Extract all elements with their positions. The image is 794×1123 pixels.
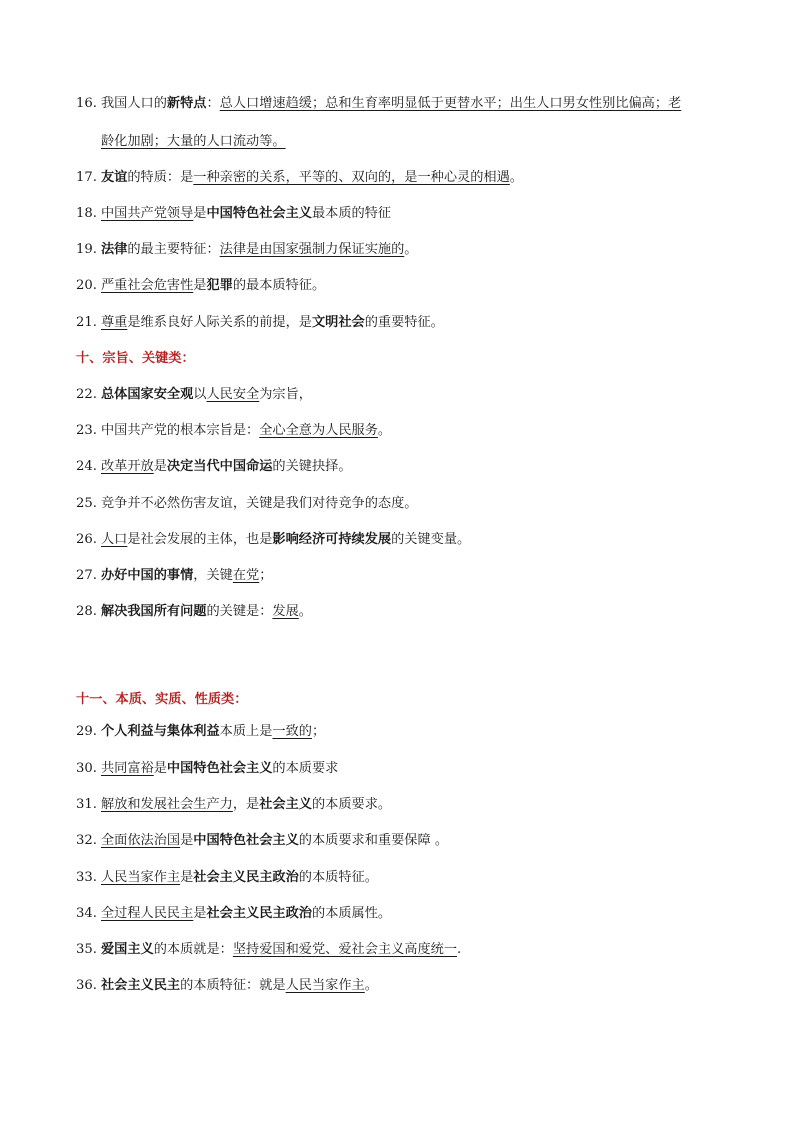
bold-text: 法律	[100, 242, 128, 257]
list-item	[76, 457, 352, 477]
item-text: 。	[364, 978, 378, 993]
item-text: 是	[180, 870, 194, 885]
underlined-text: 总人口增速趋缓；总和生育率明显低于更替水平；出生人口男女性别比偏高；老	[219, 96, 682, 111]
list-item	[76, 94, 681, 114]
item-text: 以	[193, 387, 207, 402]
item-text: ：	[206, 96, 220, 111]
underlined-text: 人民当家作主	[100, 870, 181, 885]
item-text: 的本质要求和重要保障 。	[298, 833, 449, 848]
list-item	[76, 494, 417, 514]
item-text: 的本质特征：就是	[180, 978, 286, 993]
item-text: 本质上是	[219, 724, 273, 739]
item-text: .	[457, 942, 462, 957]
item-text: 竞争并不必然伤害友谊，关键是我们对待竞争的态度。	[100, 496, 418, 511]
list-item	[76, 795, 391, 815]
item-text: 的本质特征。	[298, 870, 378, 885]
bold-text: 文明社会	[311, 315, 365, 330]
list-item	[76, 868, 378, 888]
bold-text: 犯罪	[206, 278, 233, 293]
underlined-text: 坚持爱国和爱党、爱社会主义高度统一	[232, 942, 458, 957]
item-number: 27.	[76, 568, 97, 583]
underlined-text: 法律是由国家强制力保证实施的	[219, 242, 405, 257]
item-text: 的本质要求	[272, 761, 339, 776]
item-number: 29.	[76, 724, 97, 739]
item-text: 的关键变量。	[391, 532, 471, 547]
item-text: 是	[193, 906, 207, 921]
list-item	[76, 831, 448, 851]
item-text: 的最主要特征：	[127, 242, 220, 257]
list-item	[76, 904, 391, 924]
underlined-text: 解放和发展社会生产力	[100, 797, 233, 812]
list-item	[76, 940, 461, 960]
underlined-text: 发展	[272, 604, 299, 619]
list-item-continuation	[101, 132, 286, 152]
item-number: 21.	[76, 315, 97, 330]
section-heading: 十一、本质、实质、性质类：	[76, 692, 248, 707]
list-item	[76, 204, 391, 224]
item-number: 36.	[76, 978, 97, 993]
item-text: 。	[509, 170, 523, 185]
section-heading: 十、宗旨、关键类：	[76, 351, 195, 366]
item-number: 22.	[76, 387, 97, 402]
list-item	[76, 530, 470, 550]
item-text: 。	[298, 604, 312, 619]
item-text: 中国共产党的根本宗旨是：	[100, 423, 260, 438]
underlined-text: 中国共产党领导	[100, 206, 194, 221]
item-text: ；	[311, 724, 326, 739]
item-text: 是	[153, 459, 167, 474]
item-number: 31.	[76, 797, 97, 812]
item-number: 16.	[76, 96, 97, 111]
bold-text: 爱国主义	[100, 942, 154, 957]
item-text: 的重要特征。	[364, 315, 444, 330]
underlined-text: 尊重	[100, 315, 128, 330]
underlined-text: 全过程人民民主	[100, 906, 194, 921]
bold-text: 新特点	[166, 96, 207, 111]
item-text: ，是	[232, 797, 260, 812]
item-text: 的关键抉择。	[272, 459, 352, 474]
item-number: 30.	[76, 761, 97, 776]
item-number: 32.	[76, 833, 97, 848]
list-item	[76, 313, 444, 333]
item-text: 是	[193, 206, 207, 221]
item-text: ，关键	[193, 568, 233, 583]
bold-text: 中国特色社会主义	[206, 206, 312, 221]
underlined-text: 全面依法治国	[100, 833, 181, 848]
item-text: ；	[259, 568, 273, 583]
item-text: 的本质就是：	[153, 942, 233, 957]
list-item	[76, 976, 378, 996]
bold-text: 办好中国的事情	[100, 568, 194, 583]
bold-text: 个人利益与集体利益	[100, 724, 220, 739]
bold-text: 决定当代中国命运	[166, 459, 273, 474]
item-text: 是社会发展的主体，也是	[127, 532, 273, 547]
item-text: 是	[153, 761, 167, 776]
item-text: 。	[404, 242, 418, 257]
item-number: 26.	[76, 532, 97, 547]
underlined-text: 严重社会危害性	[100, 278, 194, 293]
bold-text: 中国特色社会主义	[166, 761, 273, 776]
item-number: 33.	[76, 870, 97, 885]
list-item	[76, 759, 338, 779]
item-text: 的关键是：	[206, 604, 273, 619]
item-text: 的本质属性。	[311, 906, 392, 921]
list-item	[76, 385, 312, 405]
bold-text: 中国特色社会主义	[193, 833, 299, 848]
bold-text: 总体国家安全观	[100, 387, 194, 402]
underlined-text: 一致的	[272, 724, 312, 739]
bold-text: 解决我国所有问题	[100, 604, 207, 619]
bold-text: 社会主义民主	[100, 978, 181, 993]
bold-text: 影响经济可持续发展	[272, 532, 392, 547]
item-text: 最本质的特征	[311, 206, 392, 221]
item-number: 17.	[76, 170, 97, 185]
list-item	[76, 421, 391, 441]
bold-text: 社会主义民主政治	[193, 870, 299, 885]
underlined-text: 人民当家作主	[285, 978, 365, 993]
list-item	[76, 566, 272, 586]
item-number: 20.	[76, 278, 97, 293]
bold-text: 社会主义	[259, 797, 312, 812]
item-number: 18.	[76, 206, 97, 221]
item-text: 。	[377, 423, 392, 438]
underlined-text: 人民安全	[206, 387, 260, 402]
item-text: 的本质要求。	[311, 797, 392, 812]
item-number: 25.	[76, 496, 97, 511]
item-number: 23.	[76, 423, 97, 438]
bold-text: 友谊	[100, 170, 128, 185]
list-item	[76, 602, 312, 622]
item-text: 我国人口的	[100, 96, 167, 111]
list-item	[76, 240, 417, 260]
list-item	[76, 276, 325, 296]
item-text: 的特质：是	[127, 170, 194, 185]
item-number: 28.	[76, 604, 97, 619]
list-item	[76, 168, 523, 188]
underlined-text: 一种亲密的关系，平等的、双向的，是一种心灵的相遇	[193, 170, 510, 185]
underlined-text: 人口	[100, 532, 128, 547]
underlined-text: 共同富裕	[100, 761, 154, 776]
item-number: 19.	[76, 242, 97, 257]
item-number: 35.	[76, 942, 97, 957]
item-text: 是	[193, 278, 207, 293]
item-text: 是	[180, 833, 194, 848]
underlined-text: 在党	[232, 568, 260, 583]
underlined-text: 改革开放	[100, 459, 154, 474]
underlined-text: 龄化加剧；大量的人口流动等。	[101, 134, 286, 149]
bold-text: 社会主义民主政治	[206, 906, 312, 921]
list-item	[76, 722, 325, 742]
item-text: 的最本质特征。	[232, 278, 326, 293]
item-number: 34.	[76, 906, 97, 921]
underlined-text: 全心全意为人民服务	[259, 423, 378, 438]
item-text: 是维系良好人际关系的前提，是	[127, 315, 312, 330]
item-number: 24.	[76, 459, 97, 474]
item-text: 为宗旨，	[259, 387, 312, 402]
